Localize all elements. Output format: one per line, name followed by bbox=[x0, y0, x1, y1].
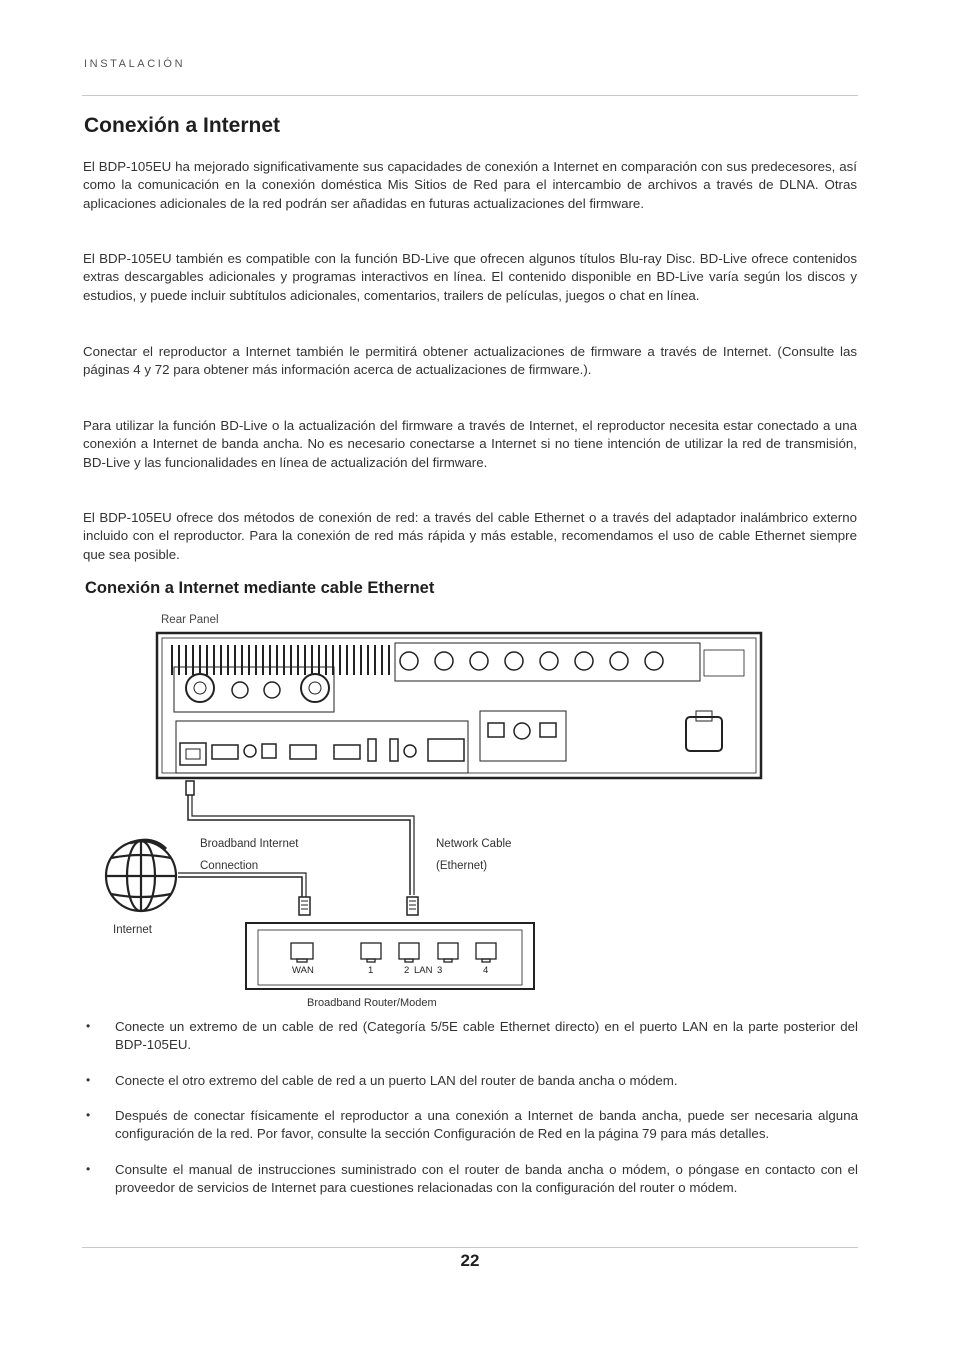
router-label: Broadband Router/Modem bbox=[307, 997, 437, 1009]
network-cable-label-2: (Ethernet) bbox=[436, 860, 488, 872]
internet-cable bbox=[178, 873, 310, 915]
broadband-connection-label-2: Connection bbox=[200, 860, 259, 872]
header-rule bbox=[82, 95, 858, 96]
network-cable-label-1: Network Cable bbox=[436, 838, 512, 850]
router-lan-label: LAN bbox=[414, 965, 433, 976]
list-item: • Conecte un extremo de un cable de red (Categoría 5/5E cable Ethernet directo) en el puerto LAN en la parte posterior del BDP-105EU. bbox=[84, 1018, 858, 1054]
page-title: Conexión a Internet bbox=[84, 114, 281, 137]
globe-icon bbox=[106, 840, 176, 911]
connection-diagram bbox=[90, 605, 780, 1015]
router-port-2-label: 2 bbox=[404, 965, 410, 976]
footer-rule bbox=[82, 1247, 858, 1248]
rear-panel-label: Rear Panel bbox=[161, 614, 219, 626]
paragraph-2: El BDP-105EU también es compatible con la función BD-Live que ofrecen algunos títulos Blu-ray Disc. BD-Live ofrece contenidos extras descargables adicionales y programas interactivos en línea. El contenido disponible en BD-Live varía según los discos y estudios, y puede incluir subtítulos adicionales, comentarios, trailers de películas, juegos o chat en línea. bbox=[83, 251, 857, 303]
router-port-4-label: 4 bbox=[483, 965, 489, 976]
internet-label: Internet bbox=[113, 924, 152, 936]
player-rear-panel bbox=[157, 633, 761, 778]
router bbox=[246, 923, 534, 989]
broadband-connection-label-1: Broadband Internet bbox=[200, 838, 299, 850]
router-port-3-label: 3 bbox=[437, 965, 443, 976]
paragraph-1: El BDP-105EU ha mejorado significativamente sus capacidades de conexión a Internet en comparación con sus predecesores, así como la comunicación en la conexión doméstica Mis Sitios de Red para el intercambio de archivos a través de DLNA. Otras aplicaciones adicionales de la red podrán ser añadidas en futuras actualizaciones del firmware. bbox=[83, 159, 857, 211]
running-header: INSTALACIÓN bbox=[84, 58, 186, 70]
instruction-list bbox=[84, 1018, 858, 1197]
list-item: • Conecte el otro extremo del cable de red a un puerto LAN del router de banda ancha o módem. bbox=[84, 1072, 858, 1090]
list-item: • Después de conectar físicamente el reproductor a una conexión a Internet de banda ancha, puede ser necesaria alguna configuración de la red. Por favor, consulte la sección Configuración de Red en la página 79 para más detalles. bbox=[84, 1107, 858, 1143]
router-port-1-label: 1 bbox=[368, 965, 374, 976]
router-wan-label: WAN bbox=[292, 965, 314, 976]
list-item: • Consulte el manual de instrucciones suministrado con el router de banda ancha o módem, o póngase en contacto con el proveedor de servicios de Internet para cuestiones relacionadas con la configuración del router o módem. bbox=[84, 1161, 858, 1197]
section-title: Conexión a Internet mediante cable Ethernet bbox=[85, 579, 435, 597]
paragraph-5: El BDP-105EU ofrece dos métodos de conexión de red: a través del cable Ethernet o a través del adaptador inalámbrico externo incluido con el reproductor. Para la conexión de red más rápida y más estable, recomendamos el uso de cable Ethernet siempre que sea posible. bbox=[83, 510, 857, 562]
page-number: 22 bbox=[460, 1251, 480, 1270]
paragraph-3: Conectar el reproductor a Internet también le permitirá obtener actualizaciones de firmware a través de Internet. (Consulte las páginas 4 y 72 para obtener más información acerca de actualizaciones de firmware.). bbox=[83, 344, 857, 378]
paragraph-4: Para utilizar la función BD-Live o la actualización del firmware a través de Internet, el reproductor necesita estar conectado a una conexión a Internet de banda ancha. No es necesario conectarse a Internet si no tiene intención de utilizar la red de transmisión, BD-Live y las funcionalidades en línea de actualización del firmware. bbox=[83, 418, 857, 470]
